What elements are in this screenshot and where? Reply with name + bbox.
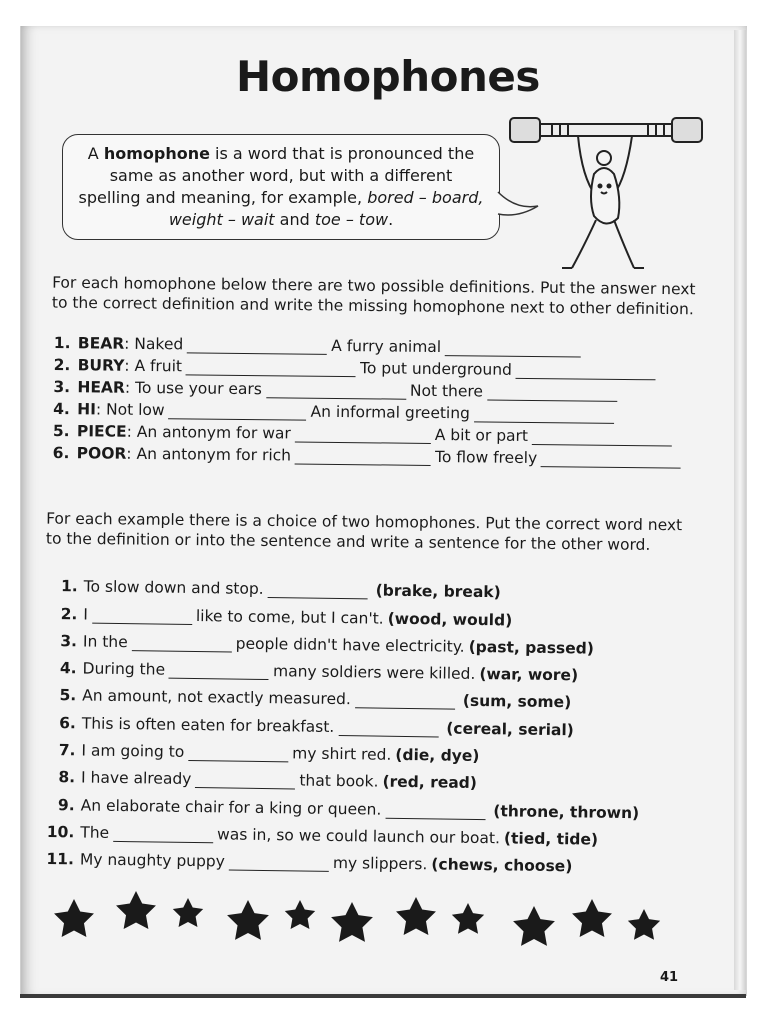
answer-blank[interactable]	[186, 360, 356, 377]
sentence-text: I	[83, 605, 89, 624]
sentence-text: people didn't have electricity.	[235, 634, 465, 656]
star-icon	[572, 899, 612, 937]
definition-text: : An antonym for rich	[126, 444, 292, 465]
homophone-definitions-list	[53, 330, 694, 469]
page-bottom-edge	[20, 994, 746, 998]
item-number: 2.	[53, 355, 71, 375]
star-icon	[227, 900, 269, 940]
homophone-sentences-list	[46, 568, 670, 877]
intro-text: is a word that is pronounced the same as another word, but with a different spelling and meaning, for example,	[78, 144, 475, 207]
star-icon	[173, 898, 203, 927]
page-title: Homophones	[236, 52, 540, 101]
word-choice: (sum, some)	[462, 692, 572, 712]
answer-blank[interactable]	[268, 583, 368, 599]
sentence-text: An amount, not exactly measured.	[82, 686, 351, 709]
homophone-word: BEAR	[77, 334, 125, 353]
definition-text: : To use your ears	[124, 378, 263, 399]
homophone-word: HI	[77, 400, 97, 419]
weightlifter-illustration	[508, 108, 704, 280]
star-border	[48, 884, 668, 954]
item-number: 5.	[52, 421, 70, 441]
sentence-text: This is often eaten for breakfast.	[81, 714, 335, 736]
word-choice: (throne, thrown)	[493, 801, 640, 822]
item-number: 6.	[59, 713, 76, 733]
item-number: 3.	[53, 377, 71, 397]
item-number: 11.	[46, 850, 75, 869]
star-icon	[54, 899, 94, 937]
page-edge	[734, 30, 746, 990]
intro-example: toe – tow	[314, 210, 389, 229]
answer-blank[interactable]	[229, 856, 329, 872]
answer-blank[interactable]	[541, 452, 681, 468]
definition-text: A bit or part	[434, 425, 529, 445]
word-choice: (red, read)	[382, 773, 478, 793]
star-icon	[513, 906, 555, 946]
word-choice: (cereal, serial)	[446, 719, 574, 740]
item-number: 8.	[58, 768, 76, 787]
definition-text: : Naked	[124, 334, 184, 354]
sentence-text: many soldiers were killed.	[272, 662, 476, 684]
sentence-text: My naughty puppy	[79, 850, 226, 871]
definition-text: : An antonym for war	[126, 422, 291, 443]
word-choice: (brake, break)	[375, 581, 501, 602]
answer-blank[interactable]	[113, 827, 213, 843]
intro-keyword: homophone	[103, 144, 210, 163]
sentence-text: like to come, but I can't.	[195, 606, 384, 628]
answer-blank[interactable]	[295, 450, 431, 466]
intro-text: A	[87, 144, 104, 163]
sentence-text: I have already	[80, 768, 192, 789]
answer-blank[interactable]	[92, 608, 192, 624]
answer-blank[interactable]	[474, 407, 614, 423]
sentence-text: To slow down and stop.	[83, 577, 264, 599]
definition-text: To flow freely	[434, 447, 538, 468]
answer-blank[interactable]	[169, 664, 269, 680]
item-number: 7.	[58, 741, 76, 760]
answer-blank[interactable]	[266, 383, 406, 399]
answer-blank[interactable]	[532, 430, 672, 446]
definition-text: Not there	[409, 381, 484, 401]
item-number: 3.	[60, 632, 78, 651]
word-choice: (die, dye)	[395, 745, 480, 766]
sentence-text: The	[80, 823, 110, 842]
item-number: 9.	[57, 795, 75, 815]
answer-blank[interactable]	[445, 341, 581, 357]
definition-text: : A fruit	[124, 356, 183, 376]
definition-bubble	[62, 134, 500, 240]
page-number: 41	[660, 970, 679, 985]
item-number: 1.	[53, 333, 71, 353]
item-number: 4.	[59, 659, 77, 678]
item-number: 2.	[60, 604, 78, 623]
answer-blank[interactable]	[132, 636, 232, 652]
word-choice: (war, wore)	[479, 665, 579, 685]
answer-blank[interactable]	[516, 364, 656, 380]
answer-blank[interactable]	[338, 721, 438, 737]
answer-blank[interactable]	[385, 803, 485, 819]
definition-text: : Not low	[95, 400, 165, 420]
word-choice: (past, passed)	[468, 637, 595, 658]
instructions-part-1: For each homophone below there are two possible definitions. Put the answer next to the correct definition and write the missing homophone next to other definition.	[51, 273, 696, 319]
answer-blank[interactable]	[487, 386, 617, 402]
sentence-text: During the	[82, 659, 166, 679]
star-icon	[396, 897, 436, 935]
homophone-word: BURY	[77, 356, 125, 375]
star-icon	[331, 902, 373, 942]
sentence-text: I am going to	[81, 741, 185, 761]
item-number: 5.	[59, 686, 77, 705]
item-number: 4.	[53, 399, 70, 419]
star-icon	[452, 903, 484, 934]
star-icon	[116, 891, 156, 929]
definition-text: An informal greeting	[310, 402, 471, 423]
star-icon	[628, 909, 660, 940]
intro-text: .	[388, 210, 394, 229]
definition-text: A furry animal	[331, 336, 442, 357]
homophone-word: PIECE	[76, 422, 127, 441]
homophone-word: POOR	[76, 444, 127, 463]
item-number: 10.	[46, 822, 75, 842]
intro-text: and	[274, 210, 315, 229]
answer-blank[interactable]	[295, 428, 431, 444]
word-choice: (chews, choose)	[431, 855, 573, 876]
answer-blank[interactable]	[187, 338, 327, 354]
sentence-text: was in, so we could launch our boat.	[217, 825, 501, 848]
word-choice: (tied, tide)	[503, 829, 599, 849]
item-number: 6.	[52, 443, 70, 463]
answer-blank[interactable]	[355, 694, 455, 710]
homophone-word: HEAR	[77, 378, 125, 397]
sentence-text: An elaborate chair for a king or queen.	[80, 796, 382, 819]
answer-blank[interactable]	[195, 773, 295, 789]
answer-blank[interactable]	[188, 746, 288, 762]
intro-example: bored – board,	[367, 188, 484, 207]
item-number: 1.	[60, 577, 78, 596]
sentence-text: my slippers.	[332, 854, 428, 874]
sentence-text: my shirt red.	[292, 744, 392, 764]
answer-blank[interactable]	[169, 404, 307, 420]
instructions-part-2: For each example there is a choice of two homophones. Put the correct word next to the definition or into the sentence and write a sentence for the other word.	[45, 509, 683, 554]
sentence-text: that book.	[299, 771, 379, 791]
sentence-text: In the	[82, 632, 128, 651]
intro-example: weight – wait	[168, 210, 275, 229]
word-choice: (wood, would)	[387, 609, 513, 630]
star-icon	[285, 900, 315, 929]
definition-text: To put underground	[359, 359, 513, 379]
